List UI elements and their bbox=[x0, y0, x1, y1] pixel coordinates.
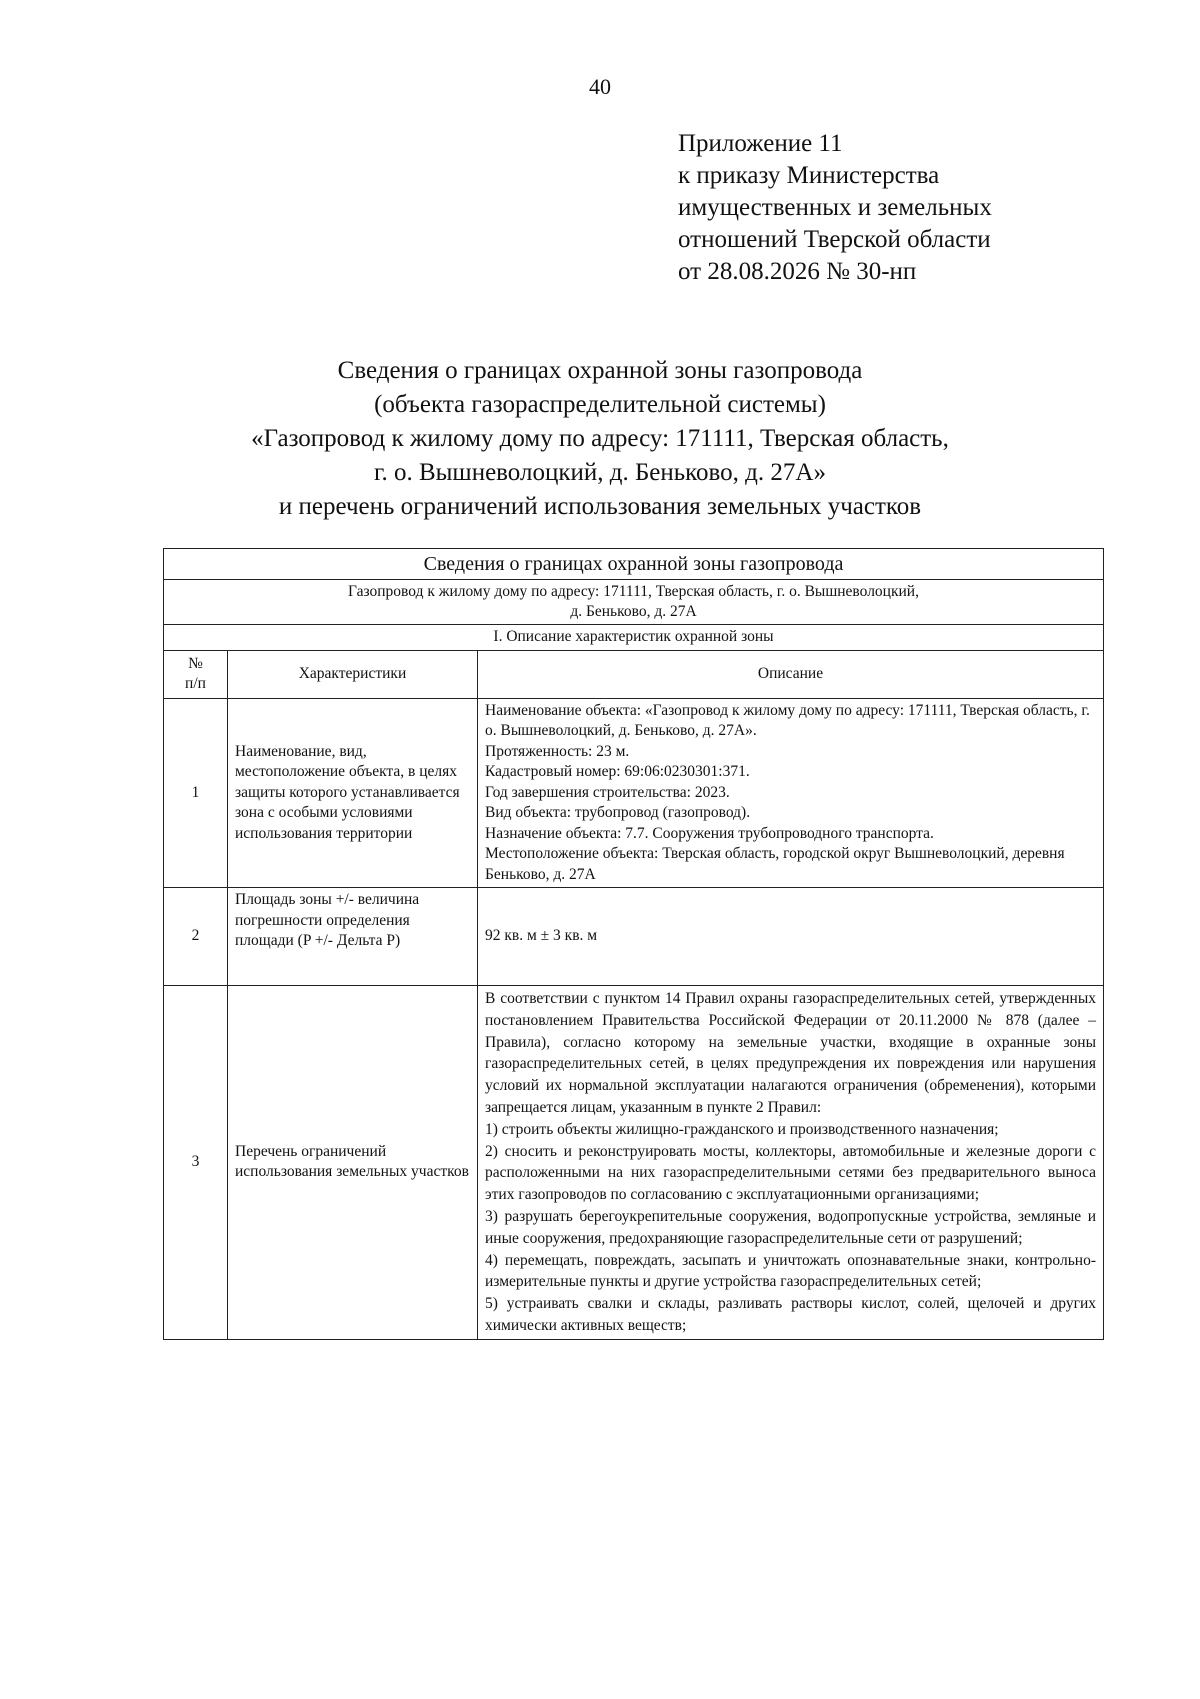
row-number: 3 bbox=[164, 986, 228, 1340]
description-line: 5) устраивать свалки и склады, разливать растворы кислот, солей, щелочей и других химически активных веществ; bbox=[485, 1295, 1096, 1334]
section-title: I. Описание характеристик охранной зоны bbox=[164, 625, 1104, 651]
table-header-row bbox=[164, 549, 1104, 580]
row-characteristic: Наименование, вид, местоположение объекта, в целях защиты которого устанавливается зона с особыми условиями использования территории bbox=[228, 698, 478, 888]
title-line: (объекта газораспределительной системы) bbox=[374, 391, 826, 418]
table-row bbox=[164, 698, 1104, 888]
section-row bbox=[164, 625, 1104, 651]
protection-zone-table bbox=[163, 548, 1104, 1340]
description-line: Местоположение объекта: Тверская область, городской округ Вышневолоцкий, деревня Беньково, д. 27А bbox=[485, 845, 1065, 883]
column-header-characteristics: Характеристики bbox=[228, 650, 478, 698]
appendix-line: отношений Тверской области bbox=[678, 226, 991, 253]
table-header-sub bbox=[164, 580, 1104, 625]
description-line: 2) сносить и реконструировать мосты, коллекторы, автомобильные и железные дороги с расположенными на них газораспределительными сетями без предварительного выноса этих газопроводов по согласованию с эксплуатационными организациями; bbox=[485, 1142, 1096, 1204]
row-number: 1 bbox=[164, 698, 228, 888]
column-header-number bbox=[164, 650, 228, 698]
appendix-line: имущественных и земельных bbox=[678, 194, 992, 221]
document-title bbox=[150, 354, 1050, 524]
description-line: Наименование объекта: «Газопровод к жилому дому по адресу: 171111, Тверская область, г. о. Вышневолоцкий, д. Беньково, д. 27А». bbox=[485, 701, 1090, 739]
description-line: Назначение объекта: 7.7. Сооружения трубопроводного транспорта. bbox=[485, 824, 934, 842]
table-header-sub-line: д. Беньково, д. 27А bbox=[570, 603, 697, 620]
table-row bbox=[164, 888, 1104, 986]
row-characteristic: Площадь зоны +/- величина погрешности определения площади (P +/- Дельта P) bbox=[228, 888, 478, 986]
table-header-main: Сведения о границах охранной зоны газопровода bbox=[164, 549, 1104, 580]
description-line: Вид объекта: трубопровод (газопровод). bbox=[485, 804, 751, 821]
description-line: 4) перемещать, повреждать, засыпать и уничтожать опознавательные знаки, контрольно-измерительные пункты и другие устройства газораспределительных сетей; bbox=[485, 1251, 1096, 1291]
appendix-block bbox=[678, 128, 992, 288]
column-header-number-line: № bbox=[188, 654, 203, 672]
column-header-row bbox=[164, 650, 1104, 698]
title-line: «Газопровод к жилому дому по адресу: 171111, Тверская область, bbox=[251, 425, 949, 452]
title-line: и перечень ограничений использования земельных участков bbox=[278, 493, 922, 520]
row-description bbox=[478, 698, 1104, 888]
title-line: г. о. Вышневолоцкий, д. Беньково, д. 27А» bbox=[374, 459, 826, 486]
description-line: 1) строить объекты жилищно-гражданского и производственного назначения; bbox=[485, 1120, 999, 1138]
description-line: 92 кв. м ± 3 кв. м bbox=[485, 927, 598, 945]
appendix-line: от 28.08.2026 № 30-нп bbox=[678, 258, 917, 285]
row-characteristic: Перечень ограничений использования земельных участков bbox=[228, 986, 478, 1340]
description-line: Протяженность: 23 м. bbox=[485, 742, 630, 760]
description-line: В соответствии с пунктом 14 Правил охраны газораспределительных сетей, утвержденных постановлением Правительства Российской Федерации от 20.11.2000 № 878 (далее – Правила), согласно которому на земельные участки, входящие в охранные зоны газораспределительных сетей, в целях предупреждения их повреждения или нарушения условий их нормальной эксплуатации налагаются ограничения (обременения), которыми запрещается лицам, указанным в пункте 2 Правил: bbox=[485, 990, 1096, 1116]
row-description bbox=[478, 986, 1104, 1340]
table-row bbox=[164, 986, 1104, 1340]
page-number: 40 bbox=[589, 74, 611, 99]
description-line: Кадастровый номер: 69:06:0230301:371. bbox=[485, 763, 750, 780]
row-description bbox=[478, 888, 1104, 986]
description-line: 3) разрушать берегоукрепительные сооружения, водопропускные устройства, земляные и иные сооружения, предохраняющие газораспределительные сети от разрушений; bbox=[485, 1207, 1096, 1247]
table-header-sub-line: Газопровод к жилому дому по адресу: 171111, Тверская область, г. о. Вышневолоцкий, bbox=[348, 583, 919, 600]
table-subheader-row bbox=[164, 580, 1104, 625]
appendix-line: Приложение 11 bbox=[678, 130, 843, 157]
row-number: 2 bbox=[164, 888, 228, 986]
title-line: Сведения о границах охранной зоны газопровода bbox=[337, 357, 863, 384]
description-line: Год завершения строительства: 2023. bbox=[485, 783, 730, 801]
column-header-number-line: п/п bbox=[185, 675, 206, 692]
column-header-description: Описание bbox=[478, 650, 1104, 698]
appendix-line: к приказу Министерства bbox=[678, 162, 940, 189]
